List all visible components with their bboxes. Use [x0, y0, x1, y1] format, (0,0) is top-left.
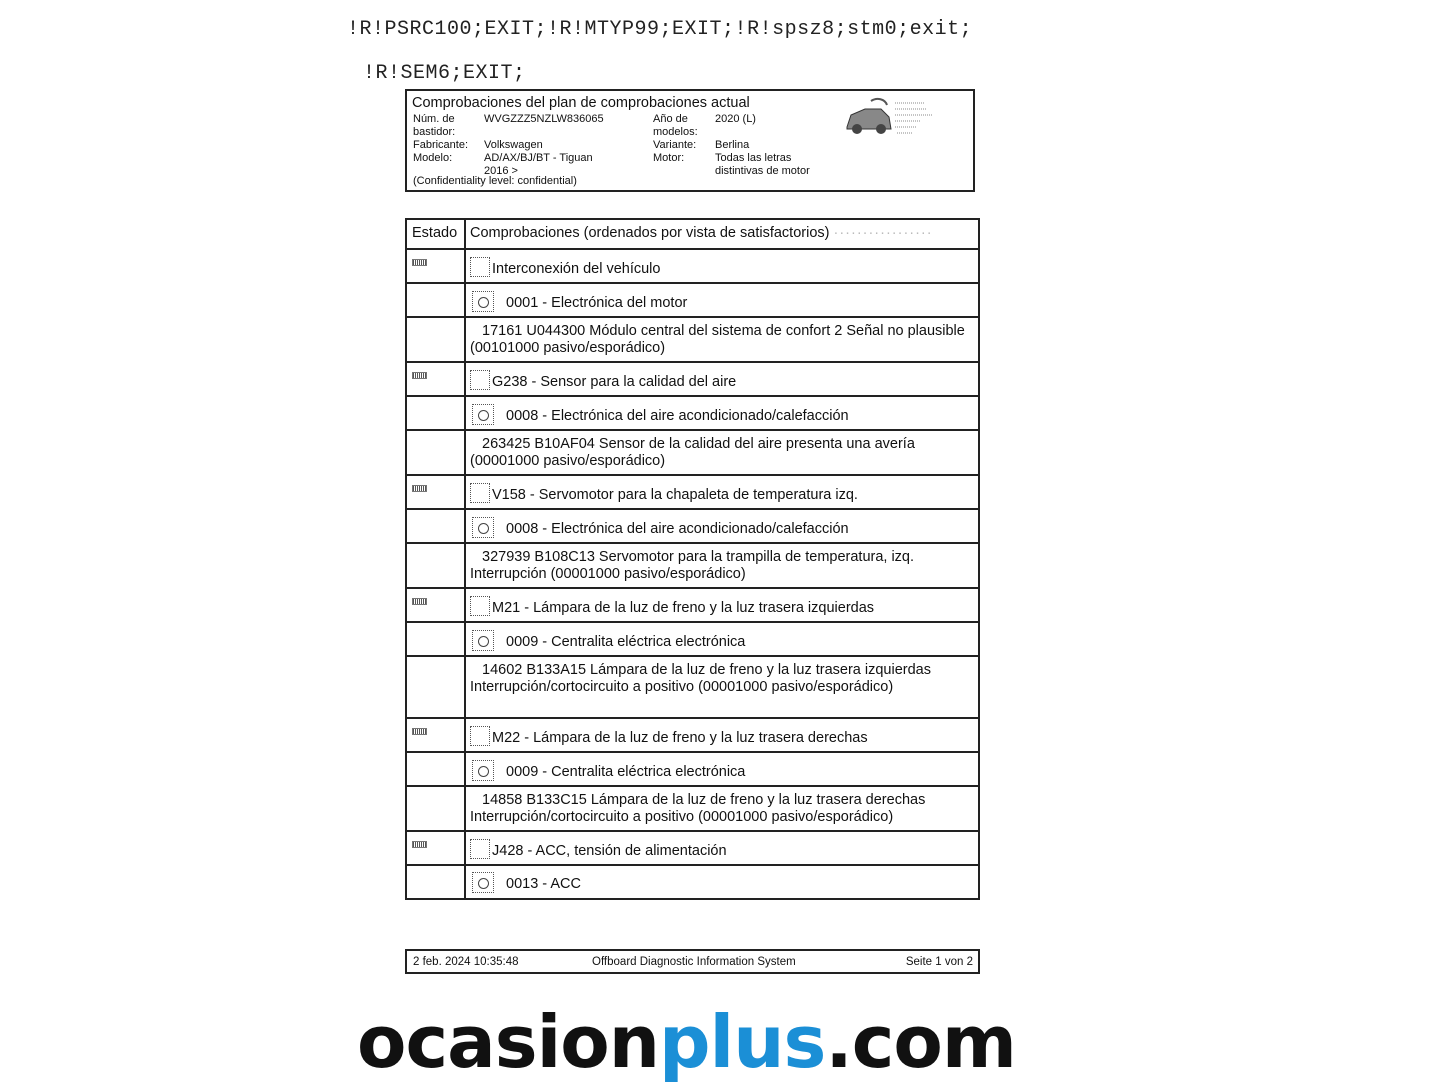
status-icon [412, 372, 427, 379]
component-icon [470, 839, 490, 859]
row-text: 0009 - Centralita eléctrica electrónica [506, 634, 746, 650]
maker-label: Fabricante: [413, 139, 469, 151]
vin-label: Núm. de bastidor: [413, 113, 456, 138]
row-text: M22 - Lámpara de la luz de freno y la luz trasera derechas [492, 730, 868, 746]
variant-value: Berlina [715, 139, 750, 151]
row-text: 327939 B108C13 Servomotor para la trampilla de temperatura, izq. Interrupción (00001000 pasivo/esporádico) [470, 549, 915, 582]
component-icon [470, 370, 490, 390]
table-row [407, 587, 978, 621]
year-label: Año de modelos: [653, 113, 698, 138]
table-row [407, 542, 978, 587]
row-text: Interconexión del vehículo [492, 261, 661, 277]
model-value: AD/AX/BJ/BT - Tiguan 2016 > [484, 152, 593, 177]
row-text: 14602 B133A15 Lámpara de la luz de freno y la luz trasera izquierdas Interrupción/cortocircuito a positivo (00001000 pasivo/esporádico) [470, 662, 931, 695]
status-icon [412, 259, 427, 266]
table-row [407, 395, 978, 429]
command-line-2: !R!SEM6;EXIT; [363, 62, 526, 85]
row-text: J428 - ACC, tensión de alimentación [492, 843, 727, 859]
component-icon [470, 483, 490, 503]
row-text: 17161 U044300 Módulo central del sistema de confort 2 Señal no plausible (00101000 pasivo/esporádico) [470, 323, 965, 356]
brand-part-2: plus [659, 1000, 826, 1084]
table-row [407, 655, 978, 717]
row-text: 0013 - ACC [506, 876, 581, 892]
component-icon [470, 257, 490, 277]
status-icon [412, 841, 427, 848]
control-unit-icon [472, 630, 494, 651]
row-text: 14858 B133C15 Lámpara de la luz de freno y la luz trasera derechas Interrupción/cortocircuito a positivo (00001000 pasivo/esporádico) [470, 792, 926, 825]
status-column-header: Estado [407, 220, 466, 248]
brand-part-3: .com [825, 1000, 1016, 1084]
row-text: 0008 - Electrónica del aire acondicionado/calefacción [506, 521, 849, 537]
table-row [407, 248, 978, 282]
maker-value: Volkswagen [484, 139, 543, 151]
table-row [407, 785, 978, 830]
table-row [407, 508, 978, 542]
row-text: V158 - Servomotor para la chapaleta de temperatura izq. [492, 487, 858, 503]
variant-label: Variante: [653, 139, 697, 151]
row-text: G238 - Sensor para la calidad del aire [492, 374, 737, 390]
page-footer [405, 949, 980, 974]
control-unit-icon [472, 291, 494, 312]
table-row [407, 621, 978, 655]
component-icon [470, 726, 490, 746]
vin-value: WVGZZZ5NZLW836065 [484, 113, 604, 125]
checks-table [405, 218, 980, 900]
table-header-row [407, 220, 978, 248]
row-text: 263425 B10AF04 Sensor de la calidad del aire presenta una avería (00001000 pasivo/esporádico) [470, 436, 915, 469]
status-icon [412, 485, 427, 492]
table-row [407, 316, 978, 361]
row-text: M21 - Lámpara de la luz de freno y la luz trasera izquierdas [492, 600, 875, 616]
checks-column-header-text: Comprobaciones (ordenados por vista de satisfactorios) [470, 225, 830, 241]
control-unit-icon [472, 404, 494, 425]
table-row [407, 830, 978, 864]
command-line-1: !R!PSRC100;EXIT;!R!MTYP99;EXIT;!R!spsz8;stm0;exit; [347, 18, 973, 41]
vehicle-header-box [405, 89, 975, 192]
table-row [407, 474, 978, 508]
control-unit-icon [472, 760, 494, 781]
engine-label: Motor: [653, 152, 685, 164]
year-value: 2020 (L) [715, 113, 756, 125]
footer-datetime: 2 feb. 2024 10:35:48 [413, 956, 519, 968]
row-text: 0009 - Centralita eléctrica electrónica [506, 764, 746, 780]
control-unit-icon [472, 872, 494, 893]
table-row [407, 429, 978, 474]
brand-part-1: ocasion [357, 1000, 659, 1084]
checks-column-header: Comprobaciones (ordenados por vista de satisfactorios) ················· [470, 225, 933, 241]
control-unit-icon [472, 517, 494, 538]
component-icon [470, 596, 490, 616]
row-text: 0008 - Electrónica del aire acondicionado/calefacción [506, 408, 849, 424]
engine-value: Todas las letras distintivas de motor [715, 152, 810, 177]
header-title: Comprobaciones del plan de comprobaciones actual [412, 95, 750, 111]
ocasionplus-watermark [357, 1002, 1016, 1082]
model-label: Modelo: [413, 152, 453, 164]
confidentiality-note: (Confidentiality level: confidential) [413, 175, 577, 187]
table-row [407, 864, 978, 898]
footer-page: Seite 1 von 2 [905, 956, 973, 968]
table-row [407, 361, 978, 395]
table-row [407, 717, 978, 751]
table-row [407, 751, 978, 785]
footer-system: Offboard Diagnostic Information System [592, 956, 796, 968]
vehicle-logo-icon [845, 97, 937, 139]
row-text: 0001 - Electrónica del motor [506, 295, 688, 311]
status-icon [412, 728, 427, 735]
table-row [407, 282, 978, 316]
status-icon [412, 598, 427, 605]
